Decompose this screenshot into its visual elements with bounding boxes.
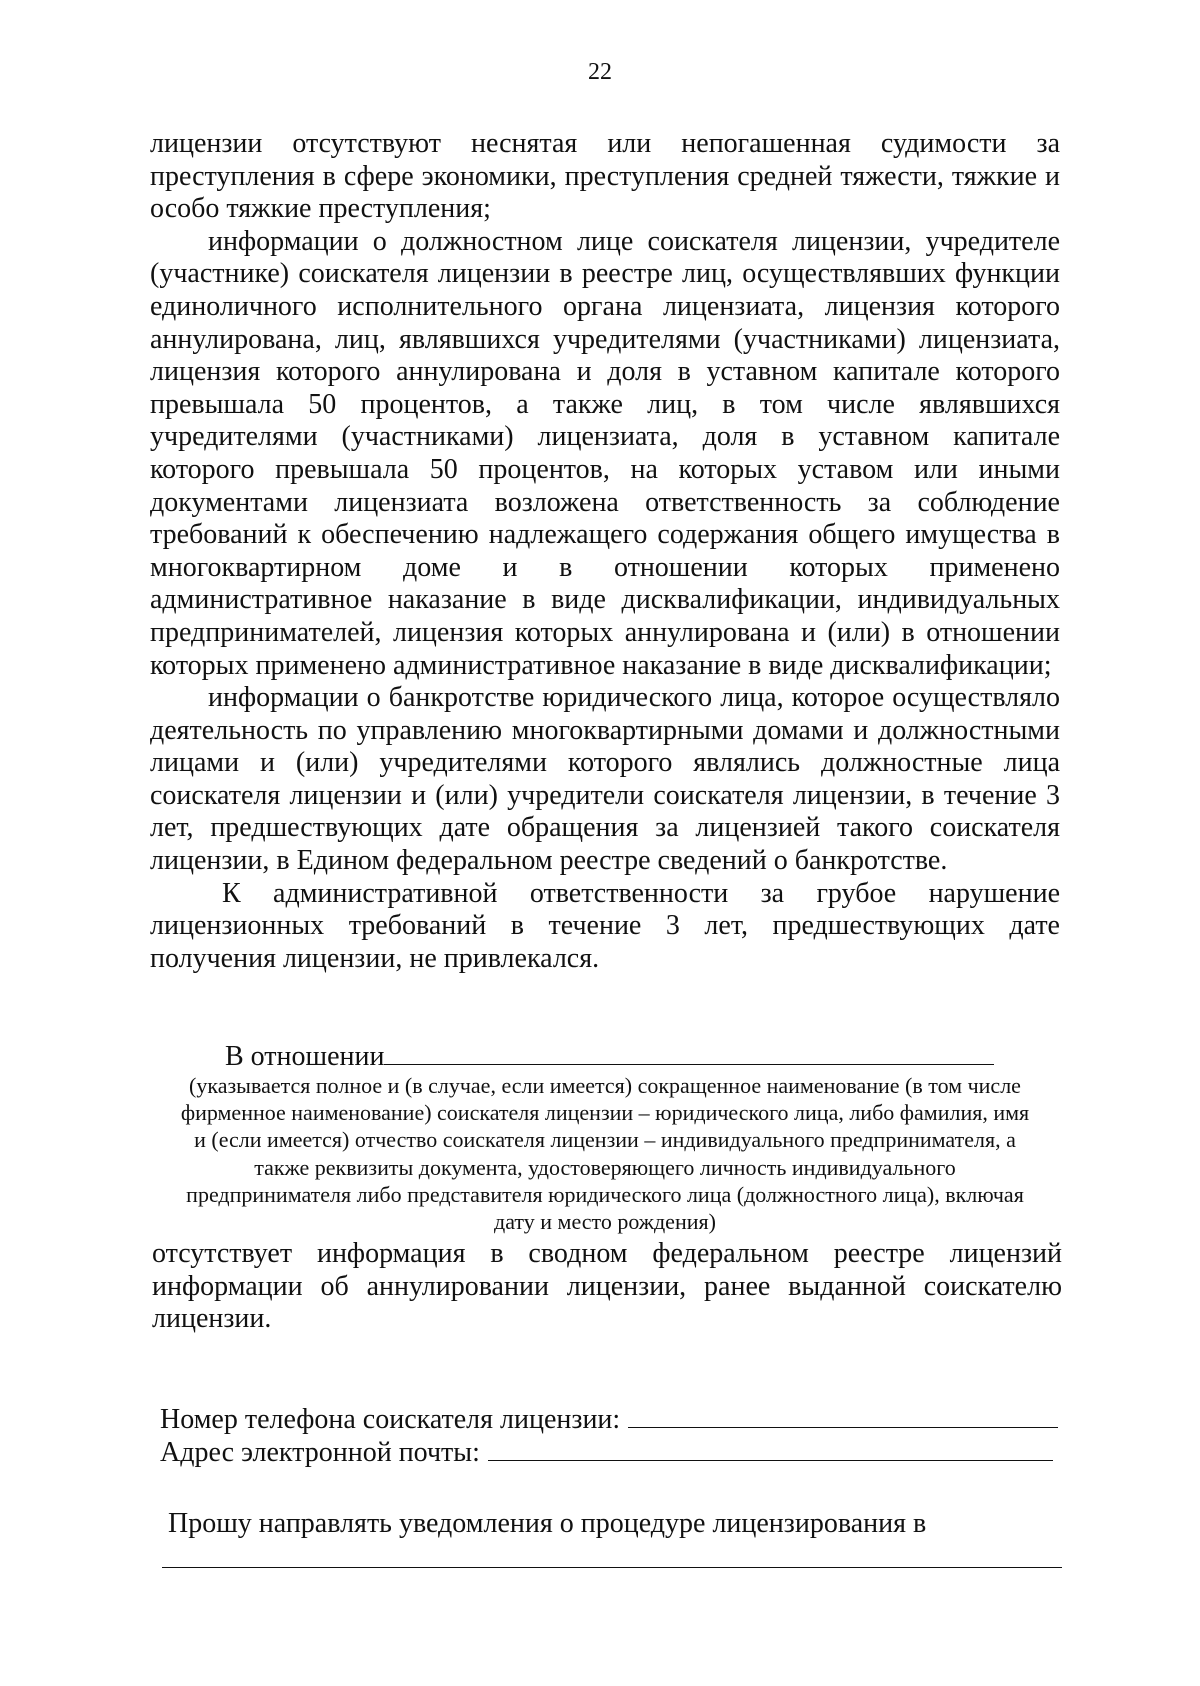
page-number: 22 — [588, 59, 612, 85]
phone-line — [160, 1403, 1058, 1436]
notification-request: Прошу направлять уведомления о процедуре лицензирования в — [168, 1508, 927, 1539]
relation-line — [225, 1040, 994, 1073]
paragraph-administrative-liability: К административной ответственности за грубое нарушение лицензионных требований в течение 3 лет, предшествующих дате получения лицензии, не привлекался. — [150, 877, 1060, 974]
applicant-name-field[interactable] — [384, 1040, 994, 1065]
email-label: Адрес электронной почты: — [160, 1437, 480, 1468]
phone-field[interactable] — [628, 1403, 1058, 1428]
phone-label: Номер телефона соискателя лицензии: — [160, 1404, 621, 1435]
notification-method-field[interactable] — [162, 1567, 1062, 1568]
paragraph-registry-officials: информации о должностном лице соискателя лицензии, учредителе (участнике) соискателя лицензии в реестре лиц, осуществлявших функции единоличного исполнительного органа лицензиата, лицензия которого аннулирована, лиц, являвшихся учредителями (участниками) лицензиата, лицензия которого аннулирована и доля в уставном капитале которого превышала 50 процентов, а также лиц, в том числе являвшихся учредителями (участниками) лицензиата, доля в уставном капитале которого превышала 50 процентов, на которых уставом или иными документами лицензиата возложена ответственность за соблюдение требований к обеспечению надлежащего содержания общего имущества в многоквартирном доме и в отношении которых применено административное наказание в виде дисквалификации, индивидуальных предпринимателей, лицензия которых аннулирована и (или) в отношении которых применено административное наказание в виде дисквалификации; — [150, 225, 1060, 681]
paragraph-criminal-record: лицензии отсутствуют неснятая или непогашенная судимости за преступления в сфере экономики, преступления средней тяжести, тяжкие и особо тяжкие преступления; — [150, 128, 1060, 225]
absence-text-block — [152, 1238, 1062, 1336]
email-field[interactable] — [488, 1436, 1053, 1461]
paragraph-absence: отсутствует информация в сводном федеральном реестре лицензий информации об аннулировании лицензии, ранее выданной соискателю лицензии. — [152, 1238, 1062, 1335]
paragraph-bankruptcy: информации о банкротстве юридического лица, которое осуществляло деятельность по управлению многоквартирными домами и должностными лицами и (или) учредителями которого являлись должностные лица соискателя лицензии и (или) учредители соискателя лицензии, в течение 3 лет, предшествующих дате обращения за лицензией такого соискателя лицензии, в Едином федеральном реестре сведений о банкротстве. — [150, 682, 1060, 877]
email-line — [160, 1436, 1053, 1469]
relation-label: В отношении — [225, 1041, 385, 1072]
applicant-name-caption: (указывается полное и (в случае, если имеется) сокращенное наименование (в том числе фирменное наименование) соискателя лицензии – юридического лица, либо фамилия, имя и (если имеется) отчество соискателя лицензии – индивидуального предпринимателя, а также реквизиты документа, удостоверяющего личность индивидуального предпринимателя либо представителя юридического лица (должностного лица), включая дату и место рождения) — [180, 1073, 1030, 1235]
main-text — [150, 128, 1060, 975]
